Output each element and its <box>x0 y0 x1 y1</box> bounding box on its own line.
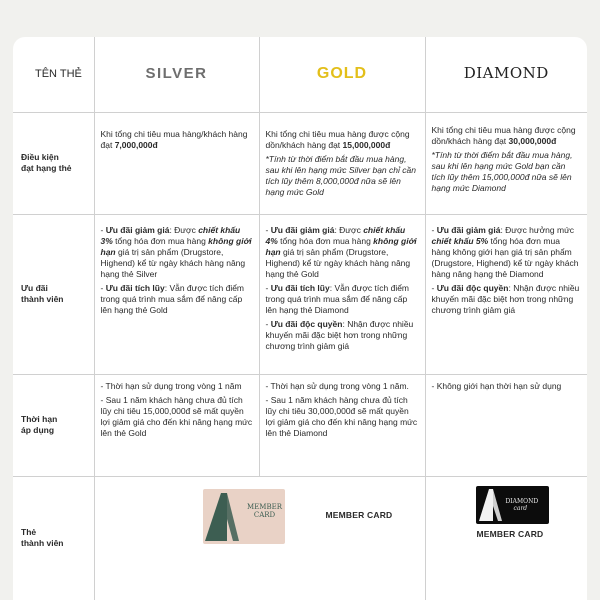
row-label-line: đạt hạng thẻ <box>21 163 72 173</box>
silver-condition-cell <box>94 112 259 214</box>
gold-benefit-accumulate: - Ưu đãi tích lũy: Vẫn được tích điểm trong quá trình mua sắm để nâng cấp lên hạng thẻ Diamond <box>265 282 410 315</box>
benefit-text: : Được hưởng mức <box>500 224 575 235</box>
diamond-card-image <box>476 486 549 524</box>
gold-condition-amount: 15,000,000đ <box>342 139 391 150</box>
member-card-label: MEMBER CARD <box>325 509 393 520</box>
benefit-title: Ưu đãi giảm giá <box>436 224 501 235</box>
benefit-text: tổng hóa đơn mua hàng <box>112 235 209 246</box>
membership-comparison-table <box>13 37 587 600</box>
row-label-line: thành viên <box>21 538 64 549</box>
card-text-line: card <box>513 504 528 512</box>
tier-title-silver: SILVER <box>145 64 208 82</box>
header-silver-cell <box>94 37 259 112</box>
benefit-text: giá trị sản phẩm (Drugstore, Highend) kể từ ngày khách hàng nâng hạng thẻ Silver <box>100 246 246 279</box>
gold-condition-note: *Tính từ thời điểm bắt đầu mua hàng, sau khi lên hạng mức Silver bạn chỉ cần tích lũy thêm 8,000,000đ nữa sẽ lên hạng mức Gold <box>265 153 416 197</box>
diamond-condition-cell <box>425 112 587 214</box>
benefit-text: tổng hóa đơn mua hàng <box>277 235 374 246</box>
gold-condition-text: Khi tổng chi tiêu mua hàng được cộng dồn/khách hàng đạt <box>265 128 410 150</box>
card-text-line: DIAMOND <box>505 497 539 505</box>
benefit-text: : Vẫn được tích điểm trong quá trình mua sắm để nâng cấp lên hạng thẻ Gold <box>100 282 245 315</box>
card-row <box>13 476 587 600</box>
benefit-title: Ưu đãi giảm giá <box>105 224 170 235</box>
gold-validity-cell <box>259 374 425 476</box>
header-diamond-cell <box>425 37 587 112</box>
benefit-title: Ưu đãi độc quyền <box>436 282 509 293</box>
row-label-line: Thẻ <box>21 527 37 538</box>
benefit-text: : Được <box>334 224 364 235</box>
benefit-text: : Được <box>169 224 199 235</box>
benefit-title: Ưu đãi tích lũy <box>270 282 330 293</box>
silver-gold-card-cell <box>94 476 425 600</box>
benefit-title: Ưu đãi độc quyền <box>270 318 343 329</box>
benefit-text: : Nhận được nhiều khuyến mãi đặc biệt hơn trong những chương trình giảm giá <box>431 282 580 315</box>
gold-validity-line-2: - Sau 1 năm khách hàng chưa đủ tích lũy chi tiêu 30,000,000đ sẽ mất quyền lợi giảm giá cho đến khi nâng hạng mức lên thẻ Diamond <box>265 394 418 438</box>
condition-row <box>13 112 587 214</box>
silver-benefits-cell <box>94 214 259 374</box>
silver-validity-line-2: - Sau 1 năm khách hàng chưa đủ tích lũy chi tiêu 15,000,000đ sẽ mất quyền lợi giảm giá cho đến khi nâng hạng mức lên thẻ Gold <box>100 394 253 438</box>
benefit-highlight: không giới hạn <box>265 235 417 257</box>
benefit-title: Ưu đãi giảm giá <box>270 224 335 235</box>
row-label-line: áp dụng <box>21 425 55 435</box>
row-label-benefits <box>13 214 94 374</box>
diamond-condition-note: *Tính từ thời điểm bắt đầu mua hàng, sau khi lên hạng mức Gold bạn cần tích lũy thêm 15,000,000đ nữa sẽ lên hạng mức Diamond <box>431 149 573 193</box>
row-label-card <box>13 476 94 600</box>
diamond-card-cell <box>425 476 587 600</box>
member-card-text <box>247 503 283 519</box>
benefit-highlight: chiết khấu 3% <box>100 224 241 246</box>
silver-benefit-accumulate: - Ưu đãi tích lũy: Vẫn được tích điểm trong quá trình mua sắm để nâng cấp lên hạng thẻ Gold <box>100 282 245 315</box>
gold-validity-line-1: - Thời hạn sử dụng trong vòng 1 năm. <box>265 380 409 391</box>
benefit-title: Ưu đãi tích lũy <box>105 282 165 293</box>
header-gold-cell <box>259 37 425 112</box>
brand-a-mark-icon <box>203 489 245 544</box>
diamond-benefit-exclusive: - Ưu đãi độc quyền: Nhận được nhiều khuyến mãi đặc biệt hơn trong những chương trình giảm giá <box>431 282 580 315</box>
benefit-text: : Nhận được nhiều khuyến mãi đặc biệt hơn trong những chương trình giảm giá <box>265 318 414 351</box>
row-label-line: thành viên <box>21 294 64 304</box>
diamond-benefits-cell <box>425 214 587 374</box>
column-header-label: TÊN THẺ <box>35 67 82 80</box>
silver-validity-line-1: - Thời hạn sử dụng trong vòng 1 năm <box>100 380 242 391</box>
benefit-text: giá trị sản phẩm (Drugstore, Highend) kể từ ngày khách hàng nâng hạng thẻ Gold <box>265 246 411 279</box>
gold-benefit-exclusive: - Ưu đãi độc quyền: Nhận được nhiều khuyến mãi đặc biệt hơn trong những chương trình giảm giá <box>265 318 414 351</box>
brand-a-mark-icon <box>478 488 506 522</box>
benefit-highlight: chiết khấu 4% <box>265 224 406 246</box>
gold-benefit-discount: - Ưu đãi giảm giá: Được chiết khấu 4% tổng hóa đơn mua hàng không giới hạn giá trị sản phẩm (Drugstore, Highend) kể từ ngày khách hàng nâng hạng thẻ Gold <box>265 224 417 279</box>
diamond-benefit-discount: - Ưu đãi giảm giá: Được hưởng mức chiết khấu 5% tổng hóa đơn mua hàng không giới hạn giá trị sản phẩm (Drugstore, Highend) kể từ ngày khách hàng nâng hạng thẻ Diamond <box>431 224 579 279</box>
member-card-label: MEMBER CARD <box>476 528 544 539</box>
row-label-line: Ưu đãi <box>21 283 48 293</box>
membership-table-card <box>13 37 587 600</box>
header-label-cell <box>13 37 94 112</box>
member-card-image <box>203 489 285 544</box>
benefit-highlight: chiết khấu 5% <box>431 235 489 246</box>
diamond-card-text <box>506 498 539 512</box>
gold-benefits-cell <box>259 214 425 374</box>
header-row <box>13 37 587 112</box>
card-text-line: MEMBER <box>247 502 282 511</box>
silver-benefit-discount: - Ưu đãi giảm giá: Được chiết khấu 3% tổng hóa đơn mua hàng không giới hạn giá trị sản phẩm (Drugstore, Highend) kể từ ngày khách hàng nâng hạng thẻ Silver <box>100 224 252 279</box>
silver-condition-text: Khi tổng chi tiêu mua hàng/khách hàng đạt <box>100 128 248 150</box>
gold-condition-cell <box>259 112 425 214</box>
diamond-condition-text: Khi tổng chi tiêu mua hàng được cộng dồn/khách hàng đạt <box>431 124 576 146</box>
validity-row <box>13 374 587 476</box>
diamond-validity-cell <box>425 374 587 476</box>
card-text-line: CARD <box>253 510 276 519</box>
benefit-highlight: không giới hạn <box>100 235 252 257</box>
row-label-line: Thời hạn <box>21 414 58 424</box>
tier-title-diamond: DIAMOND <box>463 63 549 82</box>
benefit-text: tổng hóa đơn mua hàng không giới hạn giá trị sản phẩm (Drugstore, Highend) kể từ ngày khách hàng nâng hạng thẻ Diamond <box>431 235 579 279</box>
silver-validity-cell <box>94 374 259 476</box>
row-label-condition <box>13 112 94 214</box>
row-label-line: Điều kiện <box>21 152 59 162</box>
diamond-validity-line-1: - Không giới hạn thời hạn sử dụng <box>431 380 562 391</box>
tier-title-gold: GOLD <box>316 64 368 82</box>
benefit-text: : Vẫn được tích điểm trong quá trình mua sắm để nâng cấp lên hạng thẻ Diamond <box>265 282 410 315</box>
row-label-validity <box>13 374 94 476</box>
benefits-row <box>13 214 587 374</box>
diamond-condition-amount: 30,000,000đ <box>508 135 557 146</box>
silver-condition-amount: 7,000,000đ <box>114 139 158 150</box>
